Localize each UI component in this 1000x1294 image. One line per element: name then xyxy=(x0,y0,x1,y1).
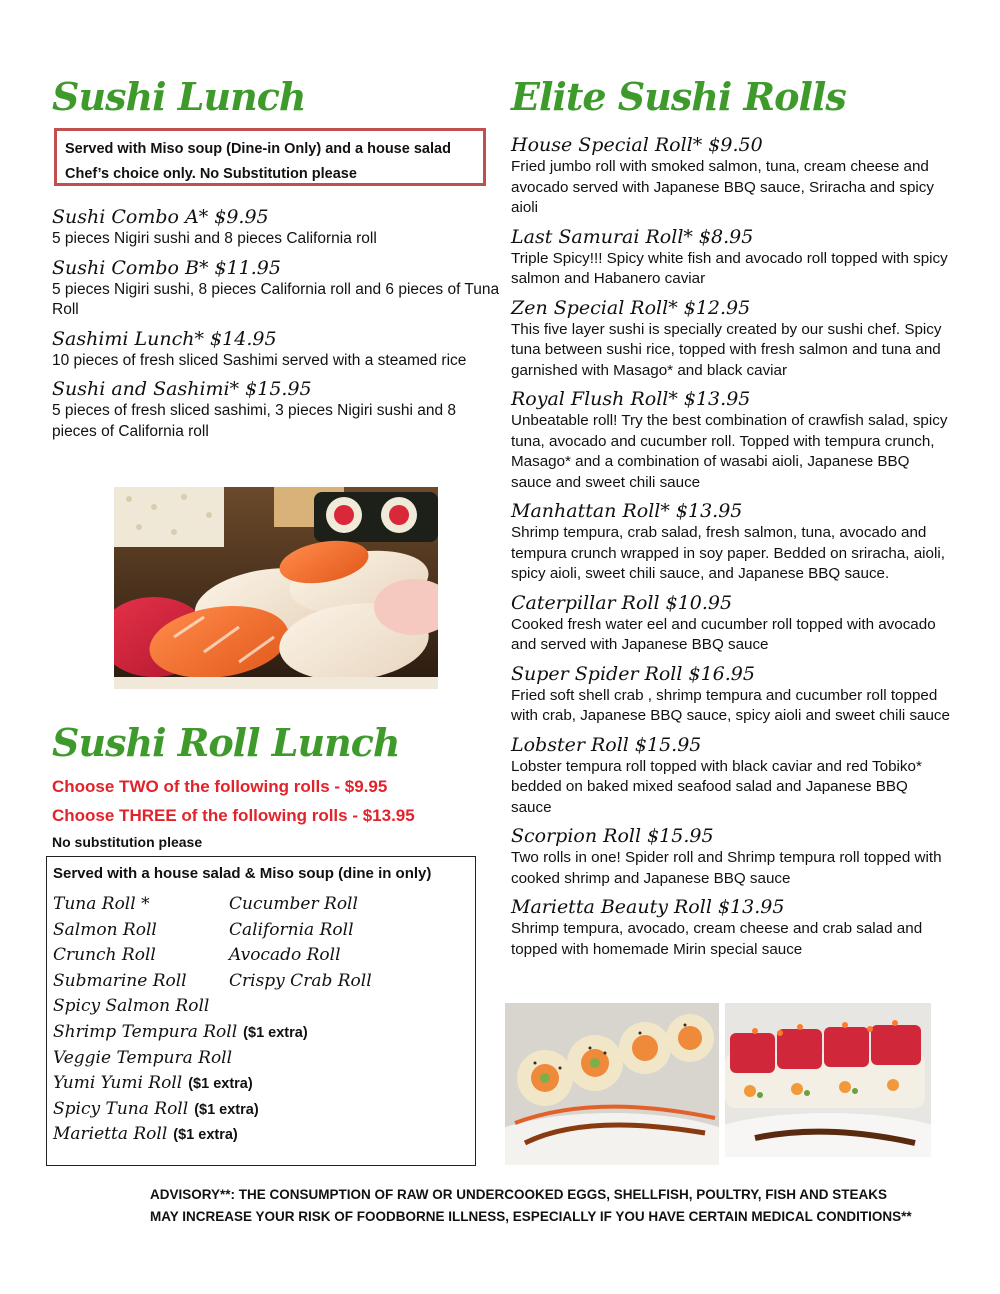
item-name: Sushi Combo B* $11.95 xyxy=(52,256,281,279)
item-desc: Two rolls in one! Spider roll and Shrimp tempura roll topped with cooked shrimp and Japanese BBQ sauce xyxy=(511,849,942,887)
menu-item xyxy=(511,225,951,290)
roll-option xyxy=(229,894,358,914)
roll-name: Yumi Yumi Roll xyxy=(53,1073,183,1094)
menu-item xyxy=(511,662,951,727)
advisory-notice xyxy=(150,1184,940,1228)
item-name: Super Spider Roll $16.95 xyxy=(511,662,755,685)
menu-item xyxy=(511,499,951,585)
nigiri-sushi-photo xyxy=(114,487,438,689)
roll-list-box xyxy=(46,856,476,1166)
item-name: Royal Flush Roll* $13.95 xyxy=(511,388,751,410)
roll-option xyxy=(229,920,354,940)
menu-item xyxy=(511,824,951,889)
advisory-line-1: ADVISORY**: THE CONSUMPTION OF RAW OR UNDERCOOKED EGGS, SHELLFISH, POULTRY, FISH AND STEAKS xyxy=(150,1187,888,1202)
elite-rolls-list xyxy=(511,133,951,966)
item-desc: 10 pieces of fresh sliced Sashimi served with a steamed rice xyxy=(52,351,467,369)
choose-two-price: Choose TWO of the following rolls - $9.95 xyxy=(52,777,388,796)
sushi-lunch-heading: Sushi Lunch xyxy=(52,74,306,119)
item-name: Marietta Beauty Roll $13.95 xyxy=(511,896,785,918)
item-desc: 5 pieces Nigiri sushi, 8 pieces California roll and 6 pieces of Tuna Roll xyxy=(52,280,500,318)
roll-option xyxy=(53,996,209,1016)
roll-name: Avocado Roll xyxy=(229,945,341,966)
roll-option xyxy=(229,971,372,991)
menu-item xyxy=(511,387,951,493)
item-name: Last Samurai Roll* $8.95 xyxy=(511,225,754,248)
roll-option xyxy=(53,1124,238,1144)
item-name: House Special Roll* $9.50 xyxy=(511,134,763,156)
menu-item xyxy=(52,327,502,372)
roll-name: Crunch Roll xyxy=(53,945,156,966)
menu-item xyxy=(511,895,951,960)
roll-name: Spicy Tuna Roll xyxy=(53,1098,189,1119)
item-desc: Fried jumbo roll with smoked salmon, tuna, cream cheese and avocado served with Japanese BBQ sauce, Sriracha and spicy aioli xyxy=(511,158,934,216)
sushi-lunch-list xyxy=(52,205,502,448)
item-desc: Shrimp tempura, crab salad, fresh salmon, tuna, avocado and tempura crunch wrapped in soy paper. Bedded on sriracha, aioli, spicy aioli, sweet chili sauce, and Japanese BBQ sauce. xyxy=(511,524,945,582)
roll-option xyxy=(53,1099,259,1119)
extra-charge: ($1 extra) xyxy=(194,1101,259,1118)
menu-item xyxy=(511,296,951,382)
roll-name: Crispy Crab Roll xyxy=(229,970,372,991)
roll-photo-left xyxy=(505,1003,719,1165)
extra-charge: ($1 extra) xyxy=(173,1127,238,1144)
item-desc: Shrimp tempura, avocado, cream cheese and crab salad and topped with homemade Mirin special sauce xyxy=(511,920,923,958)
item-name: Sashimi Lunch* $14.95 xyxy=(52,327,277,350)
item-desc: Unbeatable roll! Try the best combination of crawfish salad, spicy tuna, avocado and cucumber roll. Topped with tempura crunch, Masago* and a combination of wasabi aioli, Japanese BBQ sauce and sweet chili sauce xyxy=(511,412,948,491)
elite-rolls-heading: Elite Sushi Rolls xyxy=(511,74,846,119)
item-name: Lobster Roll $15.95 xyxy=(511,733,702,756)
advisory-line-2: MAY INCREASE YOUR RISK OF FOODBORNE ILLNESS, ESPECIALLY IF YOU HAVE CERTAIN MEDICAL CONDITIONS** xyxy=(150,1209,912,1224)
item-name: Caterpillar Roll $10.95 xyxy=(511,591,733,614)
extra-charge: ($1 extra) xyxy=(243,1025,308,1041)
item-name: Sushi and Sashimi* $15.95 xyxy=(52,378,312,400)
menu-item xyxy=(52,256,502,321)
roll-name: Marietta Roll xyxy=(53,1124,168,1145)
roll-option xyxy=(53,920,157,940)
sushi-roll-lunch-heading: Sushi Roll Lunch xyxy=(52,720,400,765)
roll-option xyxy=(229,945,341,965)
menu-item xyxy=(52,205,502,250)
menu-item xyxy=(511,133,951,219)
extra-charge: ($1 extra) xyxy=(188,1076,253,1093)
item-desc: Fried soft shell crab , shrimp tempura and cucumber roll topped with crab, Japanese BBQ sauce, spicy aioli and sweet chili sauce xyxy=(511,686,950,724)
item-name: Sushi Combo A* $9.95 xyxy=(52,206,269,228)
sushi-lunch-note-box xyxy=(54,128,486,186)
roll-option xyxy=(53,945,156,965)
roll-option xyxy=(53,1073,253,1093)
roll-option xyxy=(53,1022,308,1042)
menu-item xyxy=(511,591,951,656)
no-substitution-note: No substitution please xyxy=(52,834,203,850)
item-desc: 5 pieces of fresh sliced sashimi, 3 pieces Nigiri sushi and 8 pieces of California roll xyxy=(52,402,457,440)
roll-name: Tuna Roll * xyxy=(53,894,150,914)
roll-option xyxy=(53,1048,232,1068)
roll-name: Submarine Roll xyxy=(53,970,187,991)
item-desc: 5 pieces Nigiri sushi and 8 pieces California roll xyxy=(52,230,377,247)
roll-name: California Roll xyxy=(229,919,354,940)
choose-three-price: Choose THREE of the following rolls - $13.95 xyxy=(52,806,415,825)
item-desc: Lobster tempura roll topped with black caviar and red Tobiko* bedded on baked mixed seafood salad and Japanese BBQ sauce xyxy=(511,757,922,816)
roll-option xyxy=(53,971,187,991)
item-desc: Triple Spicy!!! Spicy white fish and avocado roll topped with spicy salmon and Habanero caviar xyxy=(511,249,948,287)
served-with-note: Served with a house salad & Miso soup (dine in only) xyxy=(53,865,432,882)
item-desc: This five layer sushi is specially created by our sushi chef. Spicy tuna between sushi rice, topped with fresh salmon and tuna and garnished with Masago* and black caviar xyxy=(511,320,942,379)
roll-name: Spicy Salmon Roll xyxy=(53,996,210,1017)
roll-name: Cucumber Roll xyxy=(229,894,358,914)
note-line-1: Served with Miso soup (Dine-in Only) and a house salad xyxy=(65,141,451,157)
roll-name: Veggie Tempura Roll xyxy=(53,1047,233,1068)
roll-name: Salmon Roll xyxy=(53,919,157,940)
item-desc: Cooked fresh water eel and cucumber roll topped with avocado and served with Japanese BBQ sauce xyxy=(511,615,936,653)
roll-photo-right xyxy=(725,1003,931,1157)
item-name: Zen Special Roll* $12.95 xyxy=(511,296,751,319)
menu-item xyxy=(511,733,951,819)
note-line-2: Chef’s choice only. No Substitution please xyxy=(65,166,357,182)
menu-item xyxy=(52,377,502,442)
roll-name: Shrimp Tempura Roll xyxy=(53,1022,238,1042)
item-name: Scorpion Roll $15.95 xyxy=(511,825,714,847)
item-name: Manhattan Roll* $13.95 xyxy=(511,500,743,522)
roll-option xyxy=(53,894,150,914)
